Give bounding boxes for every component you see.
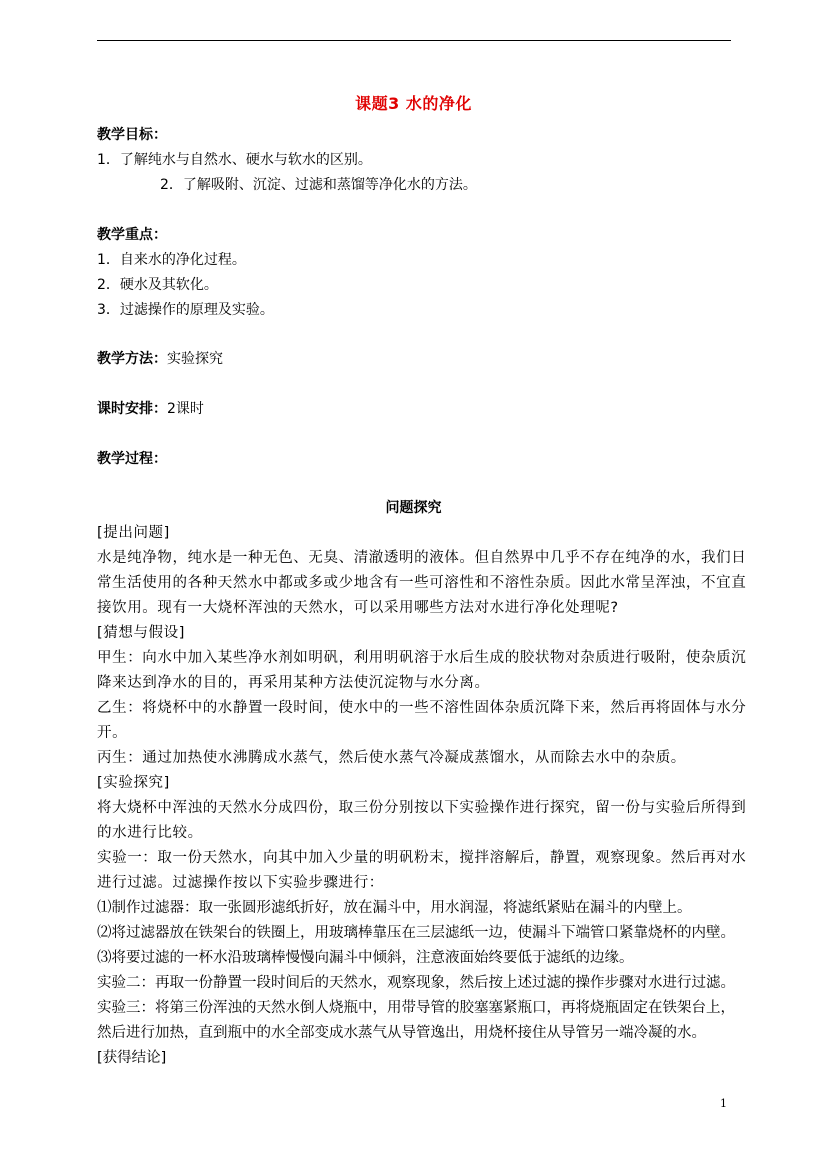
key-points-heading: 教学重点： (97, 227, 167, 243)
header-rule (97, 40, 731, 41)
key-point-item: 1．自来水的净化过程。 (97, 252, 246, 268)
text-line: 乙生：将烧杯中的水静置一段时间，使水中的一些不溶性固体杂质沉降下来，然后再将固体与水分 (97, 700, 747, 716)
section-title: 问题探究 (385, 500, 442, 516)
text-line: 进行过滤。过滤操作按以下实验步骤进行： (97, 875, 384, 891)
text-line: 甲生：向水中加入某些净水剂如明矾，利用明矾溶于水后生成的胶状物对杂质进行吸附，使杂质沉 (97, 650, 747, 666)
text-line: 然后进行加热，直到瓶中的水全部变成水蒸气从导管逸出，用烧杯接住从导管另一端冷凝的水。 (97, 1025, 706, 1041)
text-line: ⑵将过滤器放在铁架台的铁圈上，用玻璃棒靠压在三层滤纸一边，使漏斗下端管口紧靠烧杯的内壁。 (97, 925, 735, 941)
key-point-item: 2．硬水及其软化。 (97, 277, 218, 293)
objectives-heading: 教学目标： (97, 127, 167, 143)
text-line: 水是纯净物，纯水是一种无色、无臭、清澈透明的液体。但自然界中几乎不存在纯净的水，我们日 (97, 550, 747, 566)
text-line: 接饮用。现有一大烧杯浑浊的天然水，可以采用哪些方法对水进行净化处理呢? (97, 600, 619, 616)
text-line: [提出问题] (97, 525, 170, 541)
schedule-row (97, 400, 204, 418)
text-line: 实验三：将第三份浑浊的天然水倒人烧瓶中，用带导管的胶塞塞紧瓶口，再将烧瓶固定在铁架台上， (97, 1000, 735, 1016)
text-line: [猜想与假设] (97, 625, 186, 641)
text-line: 实验一：取一份天然水，向其中加入少量的明矾粉末，搅拌溶解后，静置，观察现象。然后再对水 (97, 850, 747, 866)
text-line: [获得结论] (97, 1050, 167, 1066)
method-value: 实验探究 (167, 351, 223, 367)
text-line: ⑶将要过滤的一杯水沿玻璃棒慢慢向漏斗中倾斜，注意液面始终要低于滤纸的边缘。 (97, 950, 634, 966)
text-line: 实验二：再取一份静置一段时间后的天然水，观察现象，然后按上述过滤的操作步骤对水进行过滤。 (97, 975, 735, 991)
text-line: [实验探究] (97, 775, 170, 791)
key-point-item: 3．过滤操作的原理及实验。 (97, 302, 274, 318)
page-title: 课题3 水的净化 (355, 94, 472, 113)
page-number: 1 (720, 1097, 727, 1110)
text-line: ⑴制作过滤器：取一张圆形滤纸折好，放在漏斗中，用水润湿，将滤纸紧贴在漏斗的内壁上。 (97, 900, 692, 916)
schedule-heading: 课时安排： (97, 401, 167, 417)
process-heading: 教学过程： (97, 451, 167, 467)
method-heading: 教学方法： (97, 351, 167, 367)
method-row (97, 350, 223, 368)
text-line: 丙生：通过加热使水沸腾成水蒸气，然后使水蒸气冷凝成蒸馏水，从而除去水中的杂质。 (97, 750, 686, 766)
objective-item: 2．了解吸附、沉淀、过滤和蒸馏等净化水的方法。 (160, 177, 477, 193)
schedule-value: 2课时 (167, 401, 204, 417)
text-line: 的水进行比较。 (97, 825, 203, 841)
text-line: 开。 (97, 725, 128, 741)
objective-item: 1．了解纯水与自然水、硬水与软水的区别。 (97, 152, 372, 168)
text-line: 常生活使用的各种天然水中都或多或少地含有一些可溶性和不溶性杂质。因此水常呈浑浊，不宜直 (97, 575, 747, 591)
text-line: 降来达到净水的目的，再采用某种方法使沉淀物与水分离。 (97, 675, 490, 691)
text-line: 将大烧杯中浑浊的天然水分成四份，取三份分别按以下实验操作进行探究，留一份与实验后所得到 (97, 800, 747, 816)
